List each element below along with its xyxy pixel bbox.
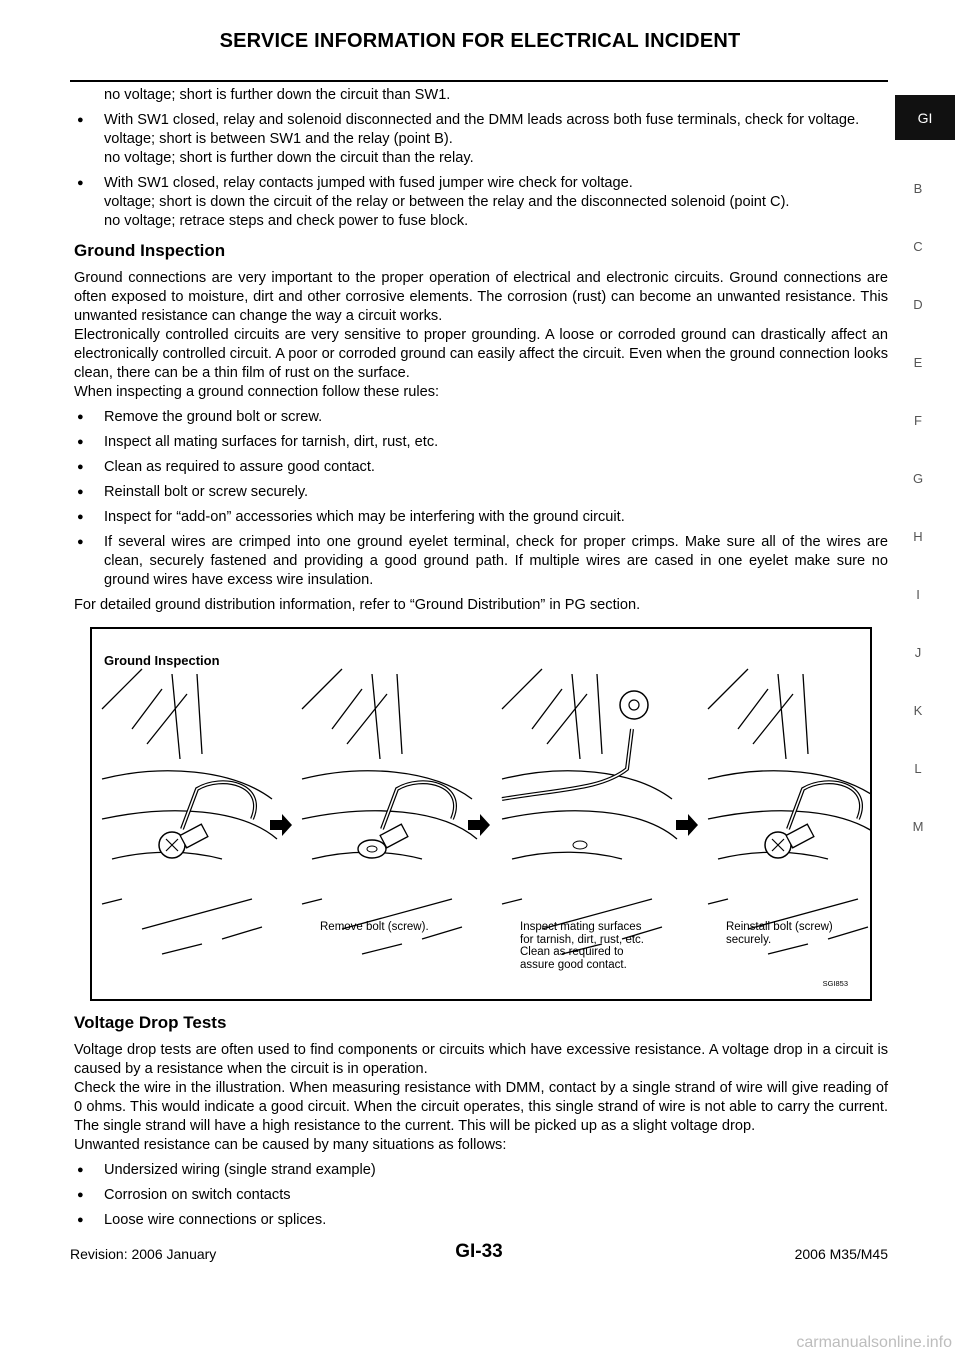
tab-l[interactable]: L xyxy=(914,761,922,776)
ground-inspection-heading: Ground Inspection xyxy=(74,241,226,260)
ground-paragraph-3: When inspecting a ground connection follow these rules: xyxy=(74,384,440,400)
intro-bullet-1 xyxy=(74,111,888,168)
ground-reference: For detailed ground distribution information, refer to “Ground Distribution” in PG section. xyxy=(74,597,641,613)
watermark: carmanualsonline.info xyxy=(796,1334,952,1351)
intro-bullet-1-novoltage: no voltage; short is further down the circuit than the relay. xyxy=(104,150,474,166)
voltage-cause-item: ● Corrosion on switch contacts xyxy=(74,1186,888,1205)
voltage-paragraph-3: Unwanted resistance can be caused by many situations as follows: xyxy=(74,1137,507,1153)
figure-caption-remove: Remove bolt (screw). xyxy=(320,921,429,933)
ground-rule-item: ● Remove the ground bolt or screw. xyxy=(74,408,888,427)
tab-j[interactable]: J xyxy=(914,645,922,660)
header-rule xyxy=(70,80,888,82)
tab-b[interactable]: B xyxy=(913,181,923,196)
tab-c[interactable]: C xyxy=(913,239,923,254)
intro-bullet-1-voltage: voltage; short is between SW1 and the relay (point B). xyxy=(104,131,453,147)
tab-e[interactable]: E xyxy=(913,355,923,370)
figure-title: Ground Inspection xyxy=(104,653,220,668)
footer-model: 2006 M35/M45 xyxy=(794,1246,888,1262)
ground-rule-item: ● Reinstall bolt or screw securely. xyxy=(74,483,888,502)
page-content xyxy=(74,86,888,1230)
ground-rule-item: ● Clean as required to assure good contact. xyxy=(74,458,888,477)
tab-h[interactable]: H xyxy=(913,529,923,544)
intro-bullet-2-novoltage: no voltage; retrace steps and check power to fuse block. xyxy=(104,213,469,229)
tab-gi-active[interactable]: GI xyxy=(895,95,955,140)
tab-d[interactable]: D xyxy=(913,297,923,312)
tab-g[interactable]: G xyxy=(912,471,924,486)
page-header-title: SERVICE INFORMATION FOR ELECTRICAL INCIDENT xyxy=(219,30,741,52)
tab-i[interactable]: I xyxy=(916,587,920,602)
footer-revision: Revision: 2006 January xyxy=(70,1246,217,1262)
footer-page-number: GI-33 xyxy=(455,1241,503,1262)
figure-caption-inspect: Inspect mating surfaces for tarnish, dirt, rust, etc. Clean as required to assure good contact. xyxy=(520,921,644,971)
voltage-causes-list xyxy=(74,1161,888,1230)
tab-f[interactable]: F xyxy=(914,413,922,428)
figure-code: SGI853 xyxy=(822,979,848,988)
ground-rules-list xyxy=(74,408,888,590)
tab-k[interactable]: K xyxy=(913,703,923,718)
ground-rule-item: ● If several wires are crimped into one ground eyelet terminal, check for proper crimps. Make sure all of the wires are clean, securely fastened and providing a good ground path. If multiple wires are cased in one eyelet make sure no ground wires have excess wire insulation. xyxy=(74,533,888,590)
voltage-cause-item: ● Loose wire connections or splices. xyxy=(74,1211,888,1230)
voltage-drop-heading: Voltage Drop Tests xyxy=(74,1013,227,1032)
voltage-paragraph-2: Check the wire in the illustration. When measuring resistance with DMM, contact by a single strand of wire will give reading of 0 ohms. This would indicate a good circuit. When the circuit operates, this single strand of wire is not able to carry the current. The single strand will have a high resistance to the current. This will be picked up as a slight voltage drop. xyxy=(74,1080,888,1134)
voltage-paragraph-1: Voltage drop tests are often used to find components or circuits which have excessive resistance. A voltage drop in a circuit is caused by a resistance when the circuit is in operation. xyxy=(74,1042,888,1077)
ground-paragraph-1: Ground connections are very important to the proper operation of electrical and electronic circuits. Ground connections are often exposed to moisture, dirt and other corrosive elements. The corrosion (rust) can become an unwanted resistance. This unwanted resistance can change the way a circuit works. xyxy=(74,270,888,324)
intro-bullets xyxy=(74,111,888,231)
ground-inspection-figure xyxy=(90,627,872,1001)
voltage-cause-item: ● Undersized wiring (single strand example) xyxy=(74,1161,888,1180)
intro-bullet-2 xyxy=(74,174,888,231)
tab-m[interactable]: M xyxy=(912,819,924,834)
ground-paragraph-2: Electronically controlled circuits are very sensitive to proper grounding. A loose or corroded ground can drastically affect an electronically controlled circuit. A poor or corroded ground can easily affect the circuit. Even when the ground connection looks clean, there can be a thin film of rust on the surface. xyxy=(74,327,888,381)
intro-bullet-1-text: ● With SW1 closed, relay and solenoid disconnected and the DMM leads across both fuse terminals, check for voltage. xyxy=(104,112,860,128)
ground-rule-item: ● Inspect for “add-on” accessories which may be interfering with the ground circuit. xyxy=(74,508,888,527)
ground-rule-item: ● Inspect all mating surfaces for tarnish, dirt, rust, etc. xyxy=(74,433,888,452)
intro-line: no voltage; short is further down the circuit than SW1. xyxy=(104,87,451,103)
intro-bullet-2-voltage: voltage; short is down the circuit of the relay or between the relay and the disconnected solenoid (point C). xyxy=(104,194,790,210)
intro-bullet-2-text: ● With SW1 closed, relay contacts jumped with fused jumper wire check for voltage. xyxy=(104,175,633,191)
figure-caption-reinstall: Reinstall bolt (screw) securely. xyxy=(726,921,833,946)
